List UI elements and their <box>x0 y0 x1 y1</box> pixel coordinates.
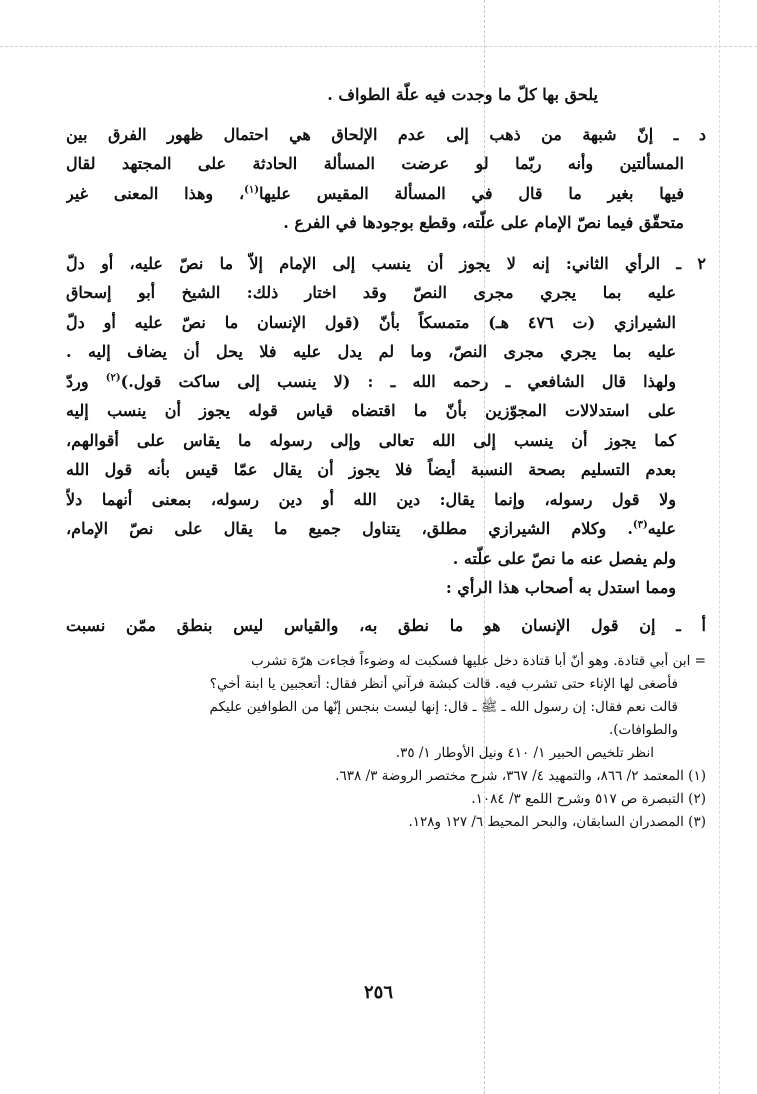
text-line: عليه بما يجري مجرى النصّ، وما لم يدل عليه فلا يحل أن يضاف إليه . <box>66 342 676 361</box>
text-line: أ ـ إن قول الإنسان هو ما نطق به، والقياس ليس بنطق ممّن نسبت <box>66 615 706 635</box>
text-line: كما يجوز أن ينسب إلى الله تعالى وإلى رسوله ما يقاس على أقوالهم، <box>66 430 676 450</box>
page-body <box>66 80 706 834</box>
text-line: على استدلالات المجوّزين بأنّ ما اقتضاه قياس قوله يجوز أن ينسب إليه <box>66 401 676 420</box>
footnote-ref: (١) <box>244 184 260 196</box>
footnote-ref: (٣) <box>632 519 648 531</box>
text-line: يلحق بها كلّ ما وجدت فيه علّة الطواف . <box>327 85 598 104</box>
footnote-line: (٢) التبصرة ص ٥١٧ وشرح اللمع ٣/ ١٠٨٤. <box>471 791 706 807</box>
text-line: عليه$^{(٣)}$. وكلام الشيرازي مطلق، يتناول جميع ما يقال على نصّ الإمام، <box>66 519 676 538</box>
footnote-line: (٣) المصدران السابقان، والبحر المحيط ٦/ ١٢٧ و١٢٨. <box>408 814 706 830</box>
scan-guide-horizontal <box>0 46 757 47</box>
footnote-line: (١) المعتمد ٢/ ٨٦٦، والتمهيد ٤/ ٣٦٧، شرح مختصر الروضة ٣/ ٦٣٨. <box>335 768 706 784</box>
text-line: ولا قول رسوله، وإنما يقال: دين الله أو دين رسوله، بمعنى أنهما دلاّ <box>66 489 676 509</box>
text-line: ولم يفصل عنه ما نصّ على علّته . <box>452 548 676 568</box>
text-line: المسألتين وأنه ربّما لو عرضت المسألة الحادثة على المجتهد لقال <box>66 154 684 173</box>
footnote-line: = ابن أبي قتادة. وهو أنّ أبا قتادة دخل عليها فسكبت له وضوءاً فجاءت هرّة تشرب <box>250 653 706 669</box>
text-line: ٢ ـ الرأي الثاني: إنه لا يجوز أن ينسب إلى الإمام إلاّ ما نصّ عليه، أو دلّ <box>66 253 706 273</box>
page-number: ٢٥٦ <box>363 982 393 1003</box>
text-line: الشيرازي (ت ٤٧٦ هـ) متمسكاً بأنّ (قول الإنسان ما نصّ عليه أو دلّ <box>66 312 677 332</box>
text-line: ومما استدل به أصحاب هذا الرأي : <box>445 578 676 597</box>
footnote-line: انظر تلخيص الحبير ١/ ٤١٠ ونيل الأوطار ١/ ٣٥. <box>395 745 654 761</box>
scan-guide-vertical-margin <box>719 0 720 1094</box>
footnote-ref: (٢) <box>105 372 121 384</box>
text-line: متحقّق فيما نصّ الإمام على علّته، وقطع بوجودها في الفرع . <box>283 213 684 232</box>
footnote-line: فأصغى لها الإناء حتى تشرب فيه. قالت كبشة فرآني أنظر فقال: أتعجبين يا ابنة أخي؟ <box>209 676 678 692</box>
footnote-line: والطوافات). <box>608 722 678 738</box>
footnotes <box>66 650 706 834</box>
text-line: ولهذا قال الشافعي ـ رحمه الله ـ : (لا ينسب إلى ساكت قول.)$^{(٢)}$ وردّ <box>66 371 676 391</box>
text-line: بعدم التسليم بصحة النسبة أيضاً فلا يجوز أن يقال عمّا قيس بأنه قول الله <box>66 460 676 479</box>
text-line: د ـ إنّ شبهة من ذهب إلى عدم الإلحاق هي احتمال ظهور الفرق بين <box>66 124 706 144</box>
text-line: عليه بما يجري مجرى النصّ وقد اختار ذلك: الشيخ أبو إسحاق <box>66 283 676 302</box>
footnote-line: قالت نعم فقال: إن رسول الله ـ ﷺ ـ قال: إنها ليست بنجس إنّها من الطوافين عليكم <box>209 699 678 715</box>
text-line: فيها بغير ما قال في المسألة المقيس عليها$^{(١)}$، وهذا المعنى غير <box>66 183 685 203</box>
